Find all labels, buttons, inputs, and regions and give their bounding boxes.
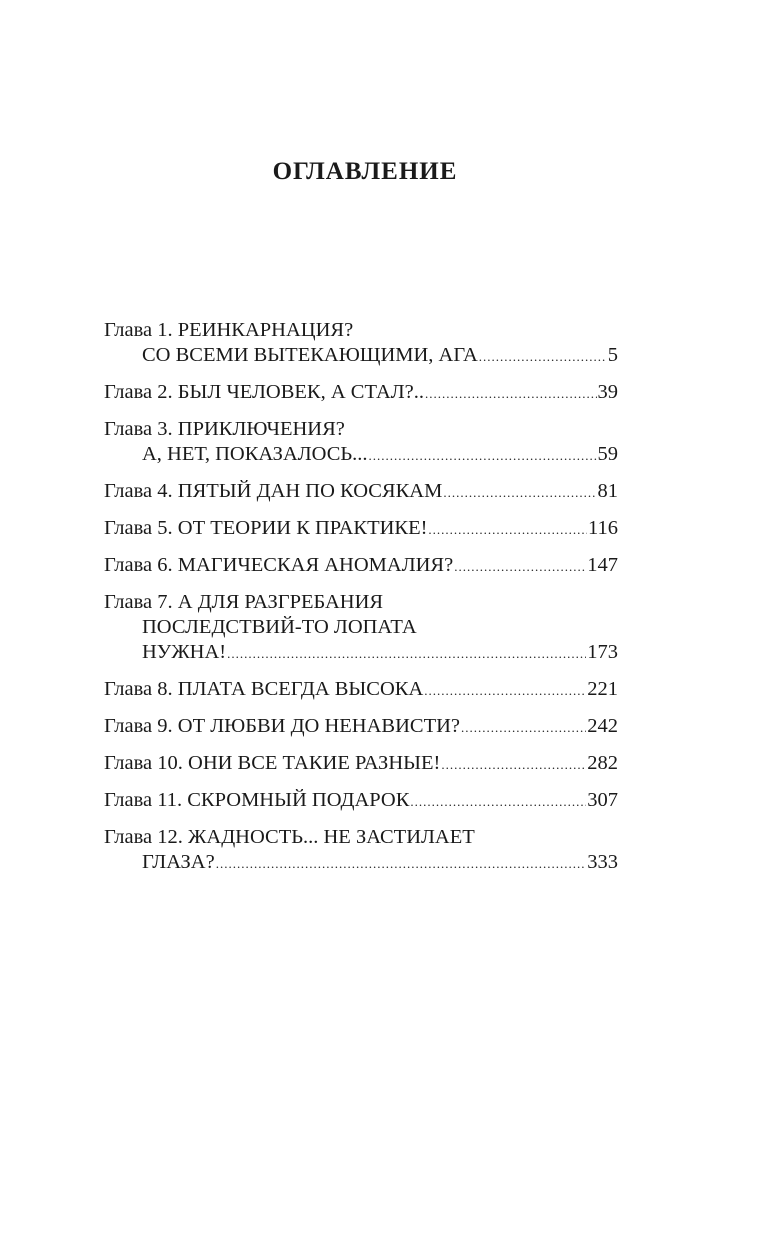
toc-line: Глава 8. ПЛАТА ВСЕГДА ВЫСОКА	[104, 678, 424, 700]
page-number: 59	[597, 443, 618, 465]
leader-dots	[410, 789, 586, 814]
toc-last-line	[104, 380, 618, 406]
page-title: ОГЛАВЛЕНИЕ	[272, 158, 458, 185]
toc-line: ПОСЛЕДСТВИЙ-ТО ЛОПАТА	[142, 616, 417, 638]
page-number: 173	[587, 641, 618, 663]
toc-last-line	[104, 553, 618, 579]
toc-last-line	[104, 788, 618, 814]
toc-line: Глава 6. МАГИЧЕСКАЯ АНОМАЛИЯ?	[104, 554, 454, 576]
leader-dots	[227, 641, 586, 666]
toc-entry-chapter-9[interactable]	[104, 714, 618, 740]
table-of-contents	[104, 318, 618, 887]
toc-line: Глава 7. А ДЛЯ РАЗГРЕБАНИЯ	[104, 591, 384, 613]
page-number: 39	[597, 381, 618, 403]
toc-last-line	[104, 714, 618, 740]
toc-last-line	[104, 516, 618, 542]
toc-line: Глава 11. СКРОМНЫЙ ПОДАРОК	[104, 789, 410, 811]
toc-line: Глава 10. ОНИ ВСЕ ТАКИЕ РАЗНЫЕ!	[104, 752, 441, 774]
page-number: 282	[587, 752, 618, 774]
toc-last-line	[104, 479, 618, 505]
leader-dots	[461, 715, 586, 740]
toc-line: НУЖНА!	[142, 641, 227, 663]
leader-dots	[424, 678, 586, 703]
toc-last-line	[104, 751, 618, 777]
toc-entry-chapter-12[interactable]	[104, 825, 618, 876]
leader-dots	[369, 443, 597, 468]
toc-line: Глава 9. ОТ ЛЮБВИ ДО НЕНАВИСТИ?	[104, 715, 460, 737]
toc-line: ГЛАЗА?	[142, 851, 215, 873]
toc-line: Глава 1. РЕИНКАРНАЦИЯ?	[104, 319, 354, 341]
toc-entry-chapter-5[interactable]	[104, 516, 618, 542]
toc-entry-chapter-6[interactable]	[104, 553, 618, 579]
page-number: 242	[587, 715, 618, 737]
toc-entry-chapter-4[interactable]	[104, 479, 618, 505]
toc-entry-chapter-7[interactable]	[104, 590, 618, 666]
toc-line: Глава 5. ОТ ТЕОРИИ К ПРАКТИКЕ!	[104, 517, 428, 539]
toc-last-line	[104, 677, 618, 703]
page-number: 307	[587, 789, 618, 811]
toc-last-line	[104, 343, 618, 369]
page-number: 333	[587, 851, 618, 873]
toc-entry-chapter-2[interactable]	[104, 380, 618, 406]
toc-line: СО ВСЕМИ ВЫТЕКАЮЩИМИ, АГА	[142, 344, 478, 366]
leader-dots	[454, 554, 586, 579]
page-number: 5	[607, 344, 618, 366]
toc-line: Глава 4. ПЯТЫЙ ДАН ПО КОСЯКАМ	[104, 480, 443, 502]
toc-line: А, НЕТ, ПОКАЗАЛОСЬ...	[142, 443, 368, 465]
leader-dots	[443, 480, 596, 505]
toc-last-line	[104, 442, 618, 468]
leader-dots	[441, 752, 586, 777]
toc-entry-chapter-10[interactable]	[104, 751, 618, 777]
toc-line: Глава 3. ПРИКЛЮЧЕНИЯ?	[104, 418, 345, 440]
leader-dots	[425, 381, 596, 406]
toc-line: Глава 12. ЖАДНОСТЬ... НЕ ЗАСТИЛАЕТ	[104, 826, 475, 848]
leader-dots	[479, 344, 607, 369]
leader-dots	[428, 517, 587, 542]
toc-line: Глава 2. БЫЛ ЧЕЛОВЕК, А СТАЛ?..	[104, 381, 425, 403]
toc-last-line	[104, 640, 618, 666]
page-number: 147	[587, 554, 618, 576]
toc-last-line	[104, 850, 618, 876]
toc-entry-chapter-1[interactable]	[104, 318, 618, 369]
toc-entry-chapter-3[interactable]	[104, 417, 618, 468]
page-number: 116	[588, 517, 618, 539]
leader-dots	[216, 851, 587, 876]
page-number: 221	[587, 678, 618, 700]
toc-entry-chapter-8[interactable]	[104, 677, 618, 703]
page-number: 81	[597, 480, 618, 502]
toc-entry-chapter-11[interactable]	[104, 788, 618, 814]
